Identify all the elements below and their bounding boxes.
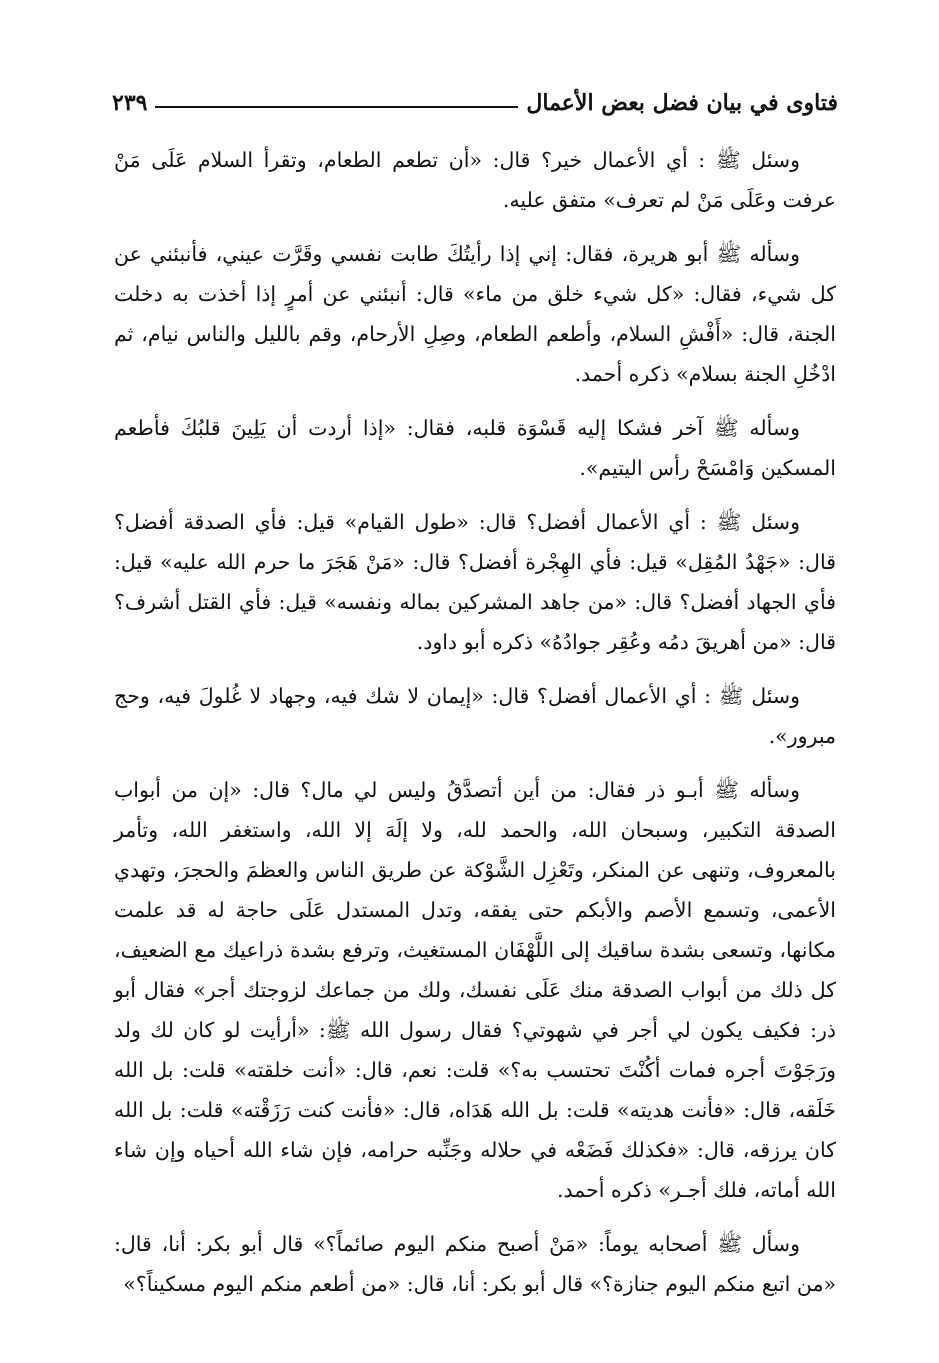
paragraph-1: وسئل ﷺ : أي الأعمال خير؟ قال: «أن تطعم الطعام، وتقرأ السلام عَلَى مَنْ عرفت وعَلَى مَنْ لم تعرف» متفق عليه. <box>114 148 836 212</box>
header-rule <box>155 106 518 108</box>
paragraph-4: وسئل ﷺ : أي الأعمال أفضل؟ قال: «طول القيام» قيل: فأي الصدقة أفضل؟ قال: «جَهْدُ المُقِل» قيل: فأي الهِجْرة أفضل؟ قال: «مَنْ هَجَرَ ما حرم الله عليه» قيل: فأي الجهاد أفضل؟ قال: «من جاهد المشركين بماله ونفسه» قيل: فأي القتل أشرف؟ قال: «من أهريقَ دمُه وعُقِر جوادُهُ» ذكره أبو داود. <box>114 510 836 654</box>
body-text <box>114 140 836 1314</box>
page-number: ٢٣٩ <box>112 90 148 116</box>
running-title: فتاوى في بيان فضل بعض الأعمال <box>526 90 838 116</box>
paragraph-5: وسئل ﷺ : أي الأعمال أفضل؟ قال: «إيمان لا شك فيه، وجهاد لا غُلولَ فيه، وحج مبرور». <box>114 684 836 748</box>
paragraph-3: وسأله ﷺ آخر فشكا إليه قَسْوَة قلبه، فقال: «إذا أردت أن يَلِينَ قلبُكَ فأطعم المسكين وَامْسَحْ رأس اليتيم». <box>114 416 836 480</box>
paragraph-2: وسأله ﷺ أبو هريرة، فقال: إني إذا رأيتُكَ طابت نفسي وقَرَّت عيني، فأنبئني عن كل شيء، فقال: «كل شيء خلق من ماء» قال: أنبئني عن أمرٍ إذا أخذت به دخلت الجنة، قال: «أَفْشِ السلام، وأطعم الطعام، وصِلِ الأرحام، وقم بالليل والناس نيام، ثم ادْخُلِ الجنة بسلام» ذكره أحمد. <box>114 242 836 386</box>
page-header <box>112 78 838 118</box>
paragraph-6: وسأله ﷺ أبـو ذر فقال: من أين أتصدَّقُ وليس لي مال؟ قال: «إن من أبواب الصدقة التكبير، وسبحان الله، والحمد لله، ولا إلَهَ إلا الله، واستغفر الله، وتأمر بالمعروف، وتنهى عن المنكر، وتَعْزِل الشَّوْكة عن طريق الناس والعظمَ والحجرَ، وتهدي الأعمى، وتسمع الأصم والأبكم حتى يفقه، وتدل المستدل عَلَى حاجة له قد علمت مكانها، وتسعى بشدة ساقيك إلى اللَّهْفَان المستغيث، وترفع بشدة ذراعيك مع الضعيف، كل ذلك من أبواب الصدقة منك عَلَى نفسك، ولك من جماعك لزوجتك أجر» فقال أبو ذر: فكيف يكون لي أجر في شهوتي؟ فقال رسول الله ﷺ: «أرأيت لو كان لك ولد ورَجَوْتَ أجره فمات أكُنْتَ تحتسب به؟» قلت: نعم، قال: «أنت خلقته» قلت: بل الله خَلَقه، قال: «فأنت هديته» قلت: بل الله هَدَاه، قال: «فأنت كنت رَزَقْته» قلت: بل الله كان يرزقه، قال: «فكذلك فَضَعْه في حلاله وجَنِّبه حرامه، فإن شاء الله أحياه وإن شاء الله أماته، فلك أجـر» ذكره أحمد. <box>114 778 836 1202</box>
paragraph-7: وسأل ﷺ أصحابه يوماً: «مَنْ أصبح منكم اليوم صائماً؟» قال أبو بكر: أنا، قال: «من اتبع منكم اليوم جنازة؟» قال أبو بكر: أنا، قال: «من أطعم منكم اليوم مسكيناً؟» <box>114 1232 836 1296</box>
